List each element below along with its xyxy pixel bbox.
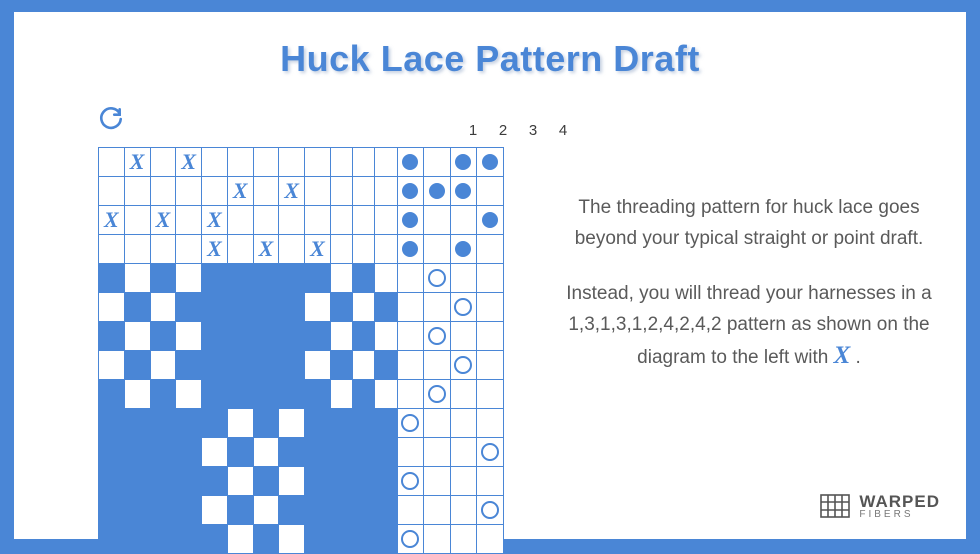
drawdown-cell-filled[interactable] <box>124 438 150 467</box>
drawdown-cell-filled[interactable] <box>305 525 331 554</box>
tieup-dot <box>429 183 445 199</box>
grid-cell-empty[interactable] <box>397 264 424 293</box>
grid-cell-empty[interactable] <box>353 148 375 177</box>
grid-cell-empty[interactable] <box>477 177 504 206</box>
grid-cell-empty[interactable] <box>279 206 305 235</box>
drawdown-cell-empty[interactable] <box>375 380 397 409</box>
drawdown-cell-filled[interactable] <box>124 496 150 525</box>
grid-cell-empty[interactable] <box>477 235 504 264</box>
drawdown-cell-empty[interactable] <box>150 351 176 380</box>
drawdown-cell-filled[interactable] <box>176 293 202 322</box>
threading-cell-marked[interactable] <box>176 148 202 177</box>
tieup-cell-filled[interactable] <box>424 177 451 206</box>
drawdown-cell-filled[interactable] <box>150 380 176 409</box>
treadling-cell-marked[interactable] <box>477 496 504 525</box>
drawdown-cell-filled[interactable] <box>227 496 253 525</box>
drawdown-cell-filled[interactable] <box>253 467 279 496</box>
grid-cell-empty[interactable] <box>253 206 279 235</box>
drawdown-cell-filled[interactable] <box>253 380 279 409</box>
brand-logo <box>818 491 940 521</box>
grid-cell-empty[interactable] <box>450 206 477 235</box>
drawdown-cell-filled[interactable] <box>99 264 125 293</box>
drawdown-cell-filled[interactable] <box>227 322 253 351</box>
threading-mark-glyph: X <box>833 342 851 369</box>
grid-cell-empty[interactable] <box>450 438 477 467</box>
treadling-cell-marked[interactable] <box>397 409 424 438</box>
drawdown-cell-filled[interactable] <box>353 496 375 525</box>
grid-cell-empty[interactable] <box>227 235 253 264</box>
drawdown-cell-empty[interactable] <box>227 525 253 554</box>
grid-cell-empty[interactable] <box>477 525 504 554</box>
drawdown-cell-filled[interactable] <box>305 438 331 467</box>
threading-mark: X <box>310 236 325 261</box>
column-header: 1 <box>468 122 478 139</box>
description-paragraph-2-after: . <box>850 347 861 368</box>
drawdown-cell-filled[interactable] <box>99 322 125 351</box>
grid-cell-empty[interactable] <box>424 148 451 177</box>
description-paragraph-2 <box>554 278 944 373</box>
drawdown-cell-filled[interactable] <box>124 467 150 496</box>
drawdown-cell-empty[interactable] <box>375 264 397 293</box>
grid-cell-empty[interactable] <box>305 177 331 206</box>
drawdown-cell-filled[interactable] <box>124 293 150 322</box>
drawdown-cell-filled[interactable] <box>305 264 331 293</box>
drawdown-cell-filled[interactable] <box>227 380 253 409</box>
treadling-cell-marked[interactable] <box>424 264 451 293</box>
drawdown-cell-filled[interactable] <box>375 438 397 467</box>
drawdown-cell-filled[interactable] <box>202 351 228 380</box>
drawdown-cell-filled[interactable] <box>124 351 150 380</box>
drawdown-cell-filled[interactable] <box>375 409 397 438</box>
drawdown-cell-filled[interactable] <box>279 322 305 351</box>
grid-cell-empty[interactable] <box>477 409 504 438</box>
drawdown-cell-filled[interactable] <box>305 496 331 525</box>
grid-cell-empty[interactable] <box>150 235 176 264</box>
grid-cell-empty[interactable] <box>305 148 331 177</box>
drawdown-cell-filled[interactable] <box>330 496 352 525</box>
drawdown-cell-filled[interactable] <box>99 467 125 496</box>
drawdown-cell-empty[interactable] <box>353 293 375 322</box>
tieup-dot <box>402 212 418 228</box>
drawdown-cell-empty[interactable] <box>124 322 150 351</box>
grid-cell-empty[interactable] <box>397 322 424 351</box>
grid-cell-empty[interactable] <box>353 177 375 206</box>
tieup-cell-filled[interactable] <box>477 206 504 235</box>
treadling-cell-marked[interactable] <box>450 351 477 380</box>
table-row <box>99 293 504 322</box>
drawdown-cell-filled[interactable] <box>99 380 125 409</box>
table-row <box>99 235 504 264</box>
tieup-dot <box>402 183 418 199</box>
drawdown-cell-filled[interactable] <box>353 380 375 409</box>
grid-cell-empty[interactable] <box>330 177 352 206</box>
grid-cell-empty[interactable] <box>124 177 150 206</box>
drawdown-cell-filled[interactable] <box>353 438 375 467</box>
treadling-ring <box>428 327 446 345</box>
column-header: 4 <box>558 122 568 139</box>
drawdown-cell-filled[interactable] <box>227 438 253 467</box>
drawdown-cell-filled[interactable] <box>330 351 352 380</box>
description-panel <box>554 192 944 373</box>
threading-cell-marked[interactable] <box>202 235 228 264</box>
tieup-cell-filled[interactable] <box>450 235 477 264</box>
table-row <box>99 177 504 206</box>
drawdown-cell-filled[interactable] <box>375 525 397 554</box>
drawdown-cell-empty[interactable] <box>227 409 253 438</box>
grid-cell-empty[interactable] <box>227 148 253 177</box>
drawdown-cell-filled[interactable] <box>330 438 352 467</box>
table-row <box>99 380 504 409</box>
drawdown-cell-filled[interactable] <box>375 467 397 496</box>
drawdown-cell-empty[interactable] <box>202 496 228 525</box>
drawdown-cell-empty[interactable] <box>279 409 305 438</box>
grid-cell-empty[interactable] <box>124 206 150 235</box>
drawdown-cell-filled[interactable] <box>279 438 305 467</box>
treadling-ring <box>428 385 446 403</box>
grid-cell-empty[interactable] <box>397 351 424 380</box>
treadling-cell-marked[interactable] <box>477 438 504 467</box>
threading-mark: X <box>181 149 197 174</box>
grid-cell-empty[interactable] <box>397 496 424 525</box>
drawdown-cell-filled[interactable] <box>99 409 125 438</box>
table-row <box>99 438 504 467</box>
threading-mark: X <box>104 207 119 232</box>
drawdown-cell-filled[interactable] <box>279 264 305 293</box>
tieup-dot <box>482 212 498 228</box>
column-header: 2 <box>498 122 508 139</box>
grid-cell-empty[interactable] <box>279 148 305 177</box>
drawdown-cell-filled[interactable] <box>305 409 331 438</box>
grid-cell-empty[interactable] <box>202 177 228 206</box>
grid-cell-empty[interactable] <box>477 322 504 351</box>
logo-sub: FIBERS <box>859 508 914 520</box>
threading-mark: X <box>232 178 248 203</box>
grid-cell-empty[interactable] <box>305 206 331 235</box>
drawdown-cell-empty[interactable] <box>330 380 352 409</box>
tieup-dot <box>455 154 471 170</box>
drawdown-cell-filled[interactable] <box>279 293 305 322</box>
threading-mark: X <box>258 236 274 261</box>
grid-cell-empty[interactable] <box>477 380 504 409</box>
treadling-cell-marked[interactable] <box>397 467 424 496</box>
tieup-dot <box>455 241 471 257</box>
tieup-cell-filled[interactable] <box>397 235 424 264</box>
drawdown-cell-filled[interactable] <box>176 467 202 496</box>
drawdown-cell-filled[interactable] <box>176 409 202 438</box>
grid-cell-empty[interactable] <box>477 467 504 496</box>
grid-cell-empty[interactable] <box>330 148 352 177</box>
drawdown-cell-filled[interactable] <box>202 264 228 293</box>
drawdown-cell-empty[interactable] <box>279 525 305 554</box>
drawdown-cell-empty[interactable] <box>375 322 397 351</box>
drawdown-cell-filled[interactable] <box>253 351 279 380</box>
drawdown-cell-filled[interactable] <box>202 467 228 496</box>
drawdown-cell-empty[interactable] <box>150 293 176 322</box>
tieup-cell-filled[interactable] <box>450 148 477 177</box>
grid-cell-empty[interactable] <box>450 409 477 438</box>
threading-cell-marked[interactable] <box>202 206 228 235</box>
drawdown-cell-empty[interactable] <box>330 264 352 293</box>
grid-cell-empty[interactable] <box>99 177 125 206</box>
drawdown-cell-empty[interactable] <box>305 351 331 380</box>
drawdown-cell-filled[interactable] <box>305 380 331 409</box>
table-row <box>99 496 504 525</box>
grid-cell-empty[interactable] <box>99 235 125 264</box>
grid-cell-empty[interactable] <box>330 235 352 264</box>
grid-cell-empty[interactable] <box>253 148 279 177</box>
drawdown-cell-filled[interactable] <box>375 496 397 525</box>
grid-cell-empty[interactable] <box>477 293 504 322</box>
drawdown-cell-filled[interactable] <box>305 467 331 496</box>
threading-mark: X <box>207 236 222 261</box>
grid-cell-empty[interactable] <box>424 525 451 554</box>
grid-cell-empty[interactable] <box>375 148 397 177</box>
draft-grid[interactable] <box>98 147 504 554</box>
logo-main: WARPED <box>859 491 940 511</box>
loom-icon <box>818 491 852 521</box>
grid-cell-empty[interactable] <box>150 177 176 206</box>
slide-frame <box>14 12 966 539</box>
drawdown-cell-filled[interactable] <box>330 525 352 554</box>
drawdown-cell-filled[interactable] <box>253 409 279 438</box>
grid-cell-empty[interactable] <box>424 206 451 235</box>
drawdown-cell-filled[interactable] <box>202 409 228 438</box>
drawdown-cell-empty[interactable] <box>227 467 253 496</box>
table-row <box>99 467 504 496</box>
drawdown-cell-empty[interactable] <box>279 467 305 496</box>
drawdown-cell-filled[interactable] <box>176 351 202 380</box>
drawdown-cell-filled[interactable] <box>279 351 305 380</box>
grid-cell-empty[interactable] <box>176 206 202 235</box>
grid-cell-empty[interactable] <box>176 177 202 206</box>
table-row <box>99 409 504 438</box>
tieup-dot <box>402 154 418 170</box>
grid-cell-empty[interactable] <box>375 206 397 235</box>
weaving-draft <box>84 100 568 530</box>
drawdown-cell-filled[interactable] <box>375 351 397 380</box>
drawdown-cell-filled[interactable] <box>353 409 375 438</box>
threading-cell-marked[interactable] <box>305 235 331 264</box>
drawdown-cell-filled[interactable] <box>99 438 125 467</box>
grid-cell-empty[interactable] <box>227 206 253 235</box>
tieup-dot <box>402 241 418 257</box>
grid-cell-empty[interactable] <box>424 235 451 264</box>
table-row <box>99 322 504 351</box>
tieup-cell-filled[interactable] <box>397 148 424 177</box>
drawdown-cell-filled[interactable] <box>150 496 176 525</box>
drawdown-cell-filled[interactable] <box>253 322 279 351</box>
drawdown-cell-empty[interactable] <box>176 264 202 293</box>
drawdown-cell-filled[interactable] <box>227 264 253 293</box>
drawdown-cell-filled[interactable] <box>279 380 305 409</box>
drawdown-cell-filled[interactable] <box>279 496 305 525</box>
drawdown-cell-filled[interactable] <box>227 351 253 380</box>
grid-cell-empty[interactable] <box>424 496 451 525</box>
drawdown-cell-filled[interactable] <box>124 525 150 554</box>
grid-cell-empty[interactable] <box>424 351 451 380</box>
drawdown-cell-filled[interactable] <box>150 322 176 351</box>
tieup-dot <box>482 154 498 170</box>
treadling-ring <box>454 356 472 374</box>
grid-cell-empty[interactable] <box>375 177 397 206</box>
table-row <box>99 525 504 554</box>
treadling-cell-marked[interactable] <box>424 322 451 351</box>
table-row <box>99 264 504 293</box>
drawdown-cell-filled[interactable] <box>99 525 125 554</box>
grid-cell-empty[interactable] <box>253 177 279 206</box>
grid-cell-empty[interactable] <box>424 467 451 496</box>
drawdown-cell-filled[interactable] <box>176 438 202 467</box>
drawdown-cell-filled[interactable] <box>150 438 176 467</box>
drawdown-cell-empty[interactable] <box>176 380 202 409</box>
treadling-ring <box>481 443 499 461</box>
logo-text <box>859 493 940 520</box>
drawdown-cell-empty[interactable] <box>253 438 279 467</box>
drawdown-cell-empty[interactable] <box>253 496 279 525</box>
grid-cell-empty[interactable] <box>353 235 375 264</box>
drawdown-cell-filled[interactable] <box>176 525 202 554</box>
drawdown-cell-empty[interactable] <box>353 351 375 380</box>
grid-cell-empty[interactable] <box>450 496 477 525</box>
drawdown-cell-filled[interactable] <box>150 467 176 496</box>
drawdown-cell-filled[interactable] <box>353 264 375 293</box>
drawdown-cell-empty[interactable] <box>99 351 125 380</box>
drawdown-cell-empty[interactable] <box>305 293 331 322</box>
threading-mark: X <box>207 207 222 232</box>
threading-mark: X <box>155 207 171 232</box>
treadling-ring <box>428 269 446 287</box>
grid-cell-empty[interactable] <box>450 264 477 293</box>
drawdown-cell-empty[interactable] <box>124 264 150 293</box>
grid-cell-empty[interactable] <box>353 206 375 235</box>
column-header: 3 <box>528 122 538 139</box>
grid-cell-empty[interactable] <box>397 380 424 409</box>
grid-cell-empty[interactable] <box>176 235 202 264</box>
drawdown-cell-filled[interactable] <box>99 496 125 525</box>
treadling-cell-marked[interactable] <box>424 380 451 409</box>
treadling-ring <box>481 501 499 519</box>
tieup-cell-filled[interactable] <box>477 148 504 177</box>
threading-cell-marked[interactable] <box>227 177 253 206</box>
treadling-ring <box>454 298 472 316</box>
drawdown-cell-empty[interactable] <box>176 322 202 351</box>
grid-cell-empty[interactable] <box>375 235 397 264</box>
grid-cell-empty[interactable] <box>477 264 504 293</box>
drawdown-cell-filled[interactable] <box>330 293 352 322</box>
grid-cell-empty[interactable] <box>450 467 477 496</box>
tieup-cell-filled[interactable] <box>397 206 424 235</box>
threading-cell-marked[interactable] <box>279 177 305 206</box>
description-paragraph-1: The threading pattern for huck lace goes beyond your typical straight or point draft. <box>574 197 924 249</box>
threading-mark: X <box>129 149 145 174</box>
drawdown-cell-filled[interactable] <box>330 409 352 438</box>
drawdown-cell-filled[interactable] <box>150 409 176 438</box>
drawdown-cell-filled[interactable] <box>353 322 375 351</box>
drawdown-cell-filled[interactable] <box>202 293 228 322</box>
grid-cell-empty[interactable] <box>150 148 176 177</box>
description-paragraph-2-before: Instead, you will thread your harnesses in a 1,3,1,3,1,2,4,2,4,2 pattern as shown on the diagram to the left with <box>566 283 932 368</box>
drawdown-cell-filled[interactable] <box>150 525 176 554</box>
table-row <box>99 351 504 380</box>
page-title: Huck Lace Pattern Draft <box>280 38 700 79</box>
threading-cell-marked[interactable] <box>253 235 279 264</box>
drawdown-cell-empty[interactable] <box>124 380 150 409</box>
grid-cell-empty[interactable] <box>397 293 424 322</box>
drawdown-cell-empty[interactable] <box>202 438 228 467</box>
threading-cell-marked[interactable] <box>150 206 176 235</box>
drawdown-cell-filled[interactable] <box>253 293 279 322</box>
tieup-dot <box>455 183 471 199</box>
tieup-cell-filled[interactable] <box>450 177 477 206</box>
tieup-cell-filled[interactable] <box>397 177 424 206</box>
grid-cell-empty[interactable] <box>124 235 150 264</box>
drawdown-cell-filled[interactable] <box>330 467 352 496</box>
threading-cell-marked[interactable] <box>99 206 125 235</box>
drawdown-cell-empty[interactable] <box>330 322 352 351</box>
refresh-icon[interactable] <box>98 106 124 132</box>
grid-cell-empty[interactable] <box>424 438 451 467</box>
draft-table[interactable] <box>98 147 504 554</box>
grid-cell-empty[interactable] <box>202 148 228 177</box>
drawdown-cell-filled[interactable] <box>150 264 176 293</box>
grid-cell-empty[interactable] <box>450 322 477 351</box>
table-row <box>99 148 504 177</box>
treadling-ring <box>401 414 419 432</box>
drawdown-cell-empty[interactable] <box>99 293 125 322</box>
grid-cell-empty[interactable] <box>397 438 424 467</box>
drawdown-cell-filled[interactable] <box>202 525 228 554</box>
grid-cell-empty[interactable] <box>477 351 504 380</box>
treadling-ring <box>401 530 419 548</box>
treadling-cell-marked[interactable] <box>397 525 424 554</box>
drawdown-cell-filled[interactable] <box>253 264 279 293</box>
drawdown-cell-filled[interactable] <box>375 293 397 322</box>
drawdown-cell-filled[interactable] <box>202 322 228 351</box>
drawdown-cell-filled[interactable] <box>124 409 150 438</box>
drawdown-cell-filled[interactable] <box>353 525 375 554</box>
treadling-ring <box>401 472 419 490</box>
grid-cell-empty[interactable] <box>424 293 451 322</box>
threading-cell-marked[interactable] <box>124 148 150 177</box>
drawdown-cell-filled[interactable] <box>305 322 331 351</box>
grid-cell-empty[interactable] <box>99 148 125 177</box>
drawdown-cell-filled[interactable] <box>202 380 228 409</box>
grid-cell-empty[interactable] <box>330 206 352 235</box>
grid-cell-empty[interactable] <box>279 235 305 264</box>
grid-cell-empty[interactable] <box>450 525 477 554</box>
threading-mark: X <box>284 178 300 203</box>
drawdown-cell-filled[interactable] <box>227 293 253 322</box>
grid-cell-empty[interactable] <box>450 380 477 409</box>
drawdown-cell-filled[interactable] <box>176 496 202 525</box>
drawdown-cell-filled[interactable] <box>253 525 279 554</box>
grid-cell-empty[interactable] <box>424 409 451 438</box>
drawdown-cell-filled[interactable] <box>353 467 375 496</box>
treadling-cell-marked[interactable] <box>450 293 477 322</box>
table-row <box>99 206 504 235</box>
